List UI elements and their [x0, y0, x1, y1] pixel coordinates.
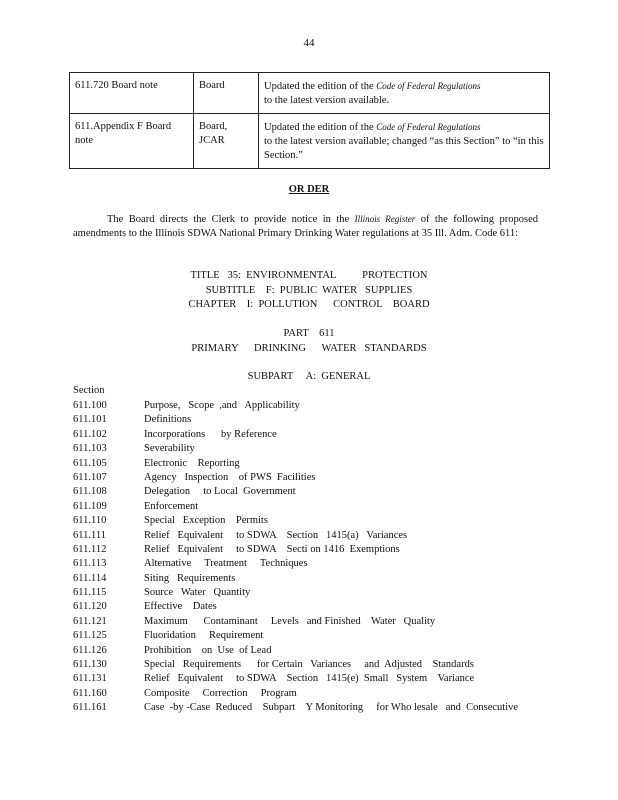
section-number: 611.126 [73, 644, 107, 656]
section-title: Agency Inspection of PWS Facilities [144, 471, 316, 483]
section-number: 611.110 [73, 515, 107, 527]
section-title: Relief Equivalent to SDWA Section 1415(a) Variances [144, 529, 408, 541]
order-paragraph [73, 212, 538, 241]
action-text: Updated the edition of the [264, 81, 377, 92]
paragraph-text: of the following proposed amendments to the Illinois SDWA National Primary Drinking Water regulations at 35 Ill. Adm. Code 611: [73, 214, 538, 239]
list-item [73, 457, 553, 471]
list-item [73, 543, 553, 557]
list-item [73, 629, 553, 643]
section-number: 611.105 [73, 457, 107, 469]
section-title: Alternative Treatment Techniques [144, 558, 308, 570]
part-name: PRIMARY DRINKING WATER STANDARDS [191, 342, 427, 354]
cfr-title: Code of Federal Regulations [376, 122, 481, 132]
list-item [73, 471, 553, 485]
section-number: 611.121 [73, 615, 107, 627]
list-item [73, 687, 553, 701]
section-title: Source Water Quantity [144, 587, 251, 599]
action-text: to the latest version available. [264, 95, 390, 106]
list-item [73, 399, 553, 413]
section-title: Definitions [144, 414, 192, 426]
section-title: Purpose, Scope ,and Applicability [144, 400, 300, 411]
order-heading-text: OR DER [288, 184, 330, 195]
register-name: Illinois Register [354, 214, 416, 224]
section-number: 611.100 [73, 400, 107, 411]
section-title: Siting Requirements [144, 572, 236, 584]
section-number: 611.113 [73, 558, 107, 570]
action-cell [259, 114, 550, 169]
list-item [73, 701, 553, 715]
section-number: 611.114 [73, 572, 107, 584]
section-title: Fluoridation Requirement [144, 630, 264, 642]
section-header: Section [73, 385, 105, 396]
title-block [0, 269, 618, 313]
section-title: Special Exception Permits [144, 515, 268, 527]
section-number: 611.103 [73, 443, 107, 455]
list-item [73, 658, 553, 672]
order-heading [0, 184, 618, 195]
section-title: Effective Dates [144, 601, 217, 613]
section-title: Maximum Contaminant Levels and Finished Water Quality [144, 615, 436, 627]
amendments-table [69, 72, 550, 169]
list-item [73, 428, 553, 442]
section-number: 611.102 [73, 428, 107, 440]
list-item [73, 529, 553, 543]
list-item [73, 572, 553, 586]
section-number: 611.120 [73, 601, 107, 613]
list-item [73, 485, 553, 499]
section-title: Relief Equivalent to SDWA Secti on 1416 Exemptions [144, 543, 400, 555]
section-number: 611.112 [73, 543, 107, 555]
section-number: 611.130 [73, 659, 107, 671]
section-title: Enforcement [144, 500, 199, 512]
source-cell: Board, JCAR [194, 114, 259, 169]
section-title: Composite Correction Program [144, 687, 297, 699]
section-number: 611.108 [73, 486, 107, 498]
list-item [73, 557, 553, 571]
part-block [0, 327, 618, 356]
sections-list [73, 399, 553, 716]
list-item [73, 413, 553, 427]
cfr-title: Code of Federal Regulations [376, 81, 481, 91]
section-number: 611.161 [73, 702, 107, 714]
table-row [70, 114, 550, 169]
section-number: 611.160 [73, 687, 107, 699]
list-item [73, 514, 553, 528]
title-line: TITLE 35: ENVIRONMENTAL PROTECTION [190, 270, 428, 281]
section-number: 611.107 [73, 471, 107, 483]
list-item [73, 442, 553, 456]
list-item [73, 644, 553, 658]
section-number: 611.111 [73, 529, 106, 541]
section-title: Severability [144, 443, 195, 455]
section-title: Prohibition on Use of Lead [144, 644, 272, 656]
list-item [73, 615, 553, 629]
chapter-line: CHAPTER I: POLLUTION CONTROL BOARD [188, 299, 430, 310]
subpart-heading: SUBPART A: GENERAL [247, 371, 371, 382]
section-number: 611.101 [73, 414, 107, 426]
section-number: 611.125 [73, 630, 107, 642]
list-item [73, 586, 553, 600]
section-title: Delegation to Local Government [144, 486, 296, 498]
list-item [73, 600, 553, 614]
section-cell: 611.720 Board note [70, 73, 194, 114]
list-item [73, 500, 553, 514]
section-number: 611.109 [73, 500, 107, 512]
action-text: to the latest version available; changed “as this Section” to “in this Section.” [264, 136, 544, 161]
section-number: 611.131 [73, 673, 107, 685]
section-title: Incorporations by Reference [144, 428, 277, 440]
action-cell [259, 73, 550, 114]
section-cell: 611.Appendix F Board note [70, 114, 194, 169]
part-line: PART 611 [283, 328, 335, 339]
paragraph-text: The Board directs the Clerk to provide notice in the [107, 214, 355, 225]
page-number: 44 [303, 37, 315, 49]
list-item [73, 672, 553, 686]
section-number: 611.115 [73, 587, 107, 599]
section-title: Case -by -Case Reduced Subpart Y Monitoring for Who lesale and Consecutive [144, 702, 519, 714]
section-title: Electronic Reporting [144, 457, 240, 469]
action-text: Updated the edition of the [264, 122, 377, 133]
subtitle-line: SUBTITLE F: PUBLIC WATER SUPPLIES [205, 284, 413, 296]
source-cell: Board [194, 73, 259, 114]
table-row [70, 73, 550, 114]
section-title: Special Requirements for Certain Variances and Adjusted Standards [144, 659, 474, 671]
section-title: Relief Equivalent to SDWA Section 1415(e) Small System Variance [144, 673, 475, 685]
